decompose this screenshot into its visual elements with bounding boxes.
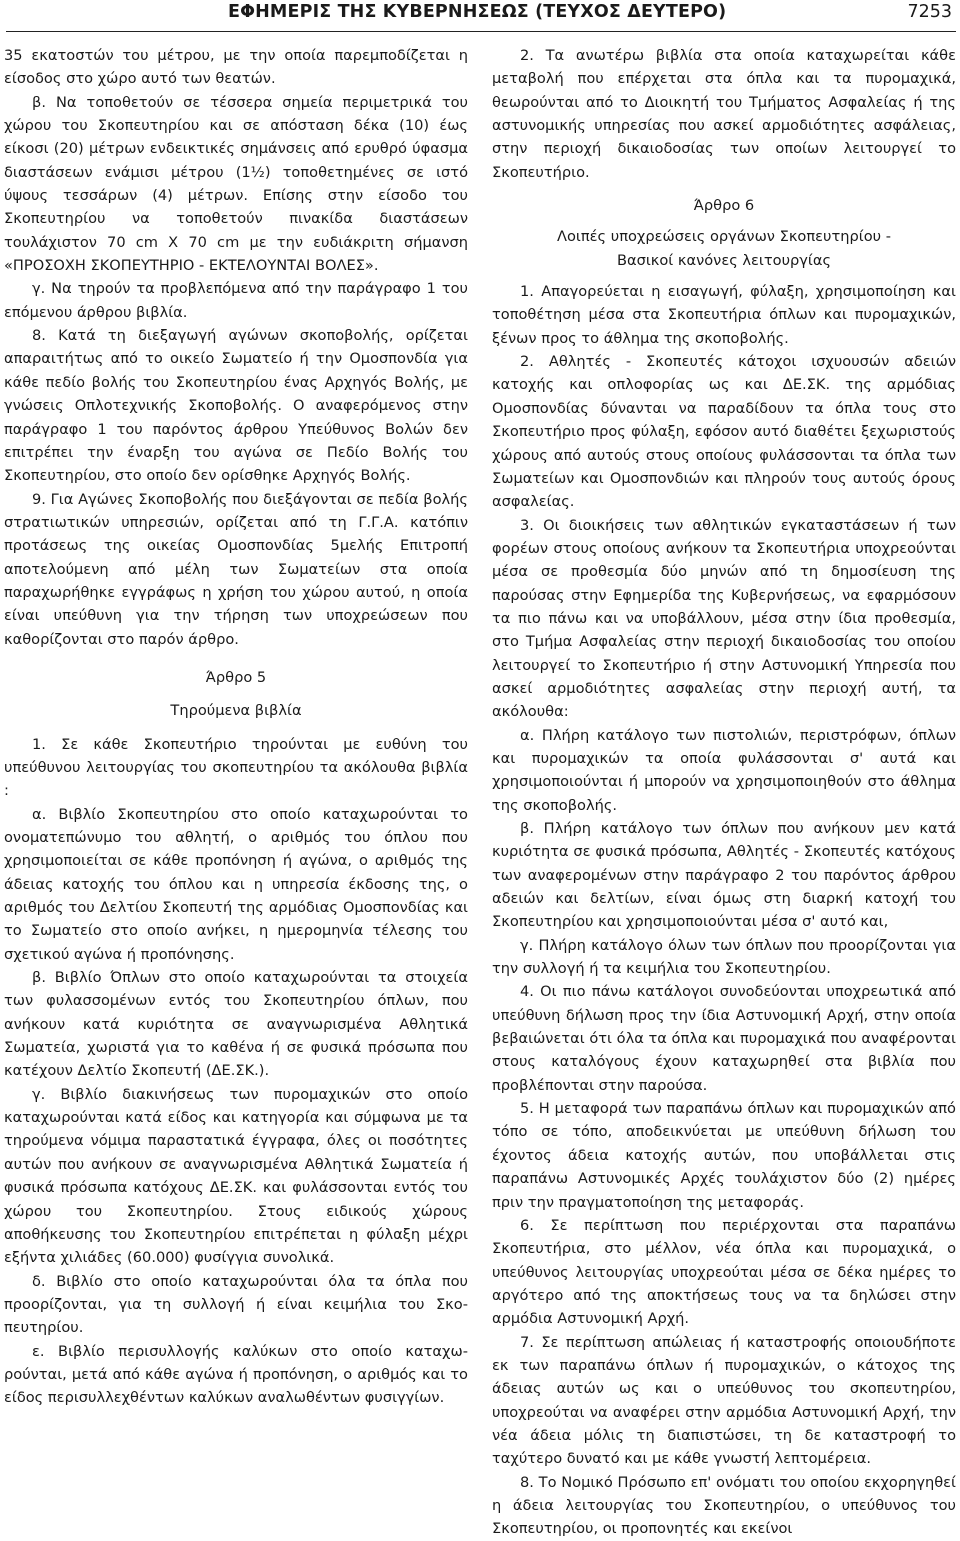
article-title-line: Λοιπές υποχρεώσεις οργάνων Σκοπευτηρίου - [557, 228, 891, 246]
page-header [0, 0, 960, 30]
paragraph: γ. Πλήρη κατάλογο όλων των όπλων που προορίζονται για την συλλογή ή τα κειμήλια του Σκοπευτηρίου. [492, 936, 956, 978]
article-title-line: Βασικοί κανόνες λειτουργίας [616, 251, 832, 269]
paragraph: 2. Τα ανωτέρω βιβλία στα οποία καταχωρείται κάθε μεταβολή που επέρχεται στα όπλα και τα πυρομαχικά, θεωρούνται από το Διοικητή του Τμήματος Ασφαλείας ή της αστυνομικής υπηρεσίας που ασκεί αρμοδιότητες ασφάλειας, στην περιοχή δικαιοδοσίας των οποίων λειτουργεί το Σκοπευτήριο. [492, 47, 956, 181]
paragraph: ε. Βιβλίο περισυλλογής καλύκων στο οποίο καταχωρούνται, μετά από κάθε αγώνα ή προπόνηση, ο αριθμός και το είδος περισυλλεχθέντων καλύκων αναλωθέντων φυσιγγίων. [4, 1342, 468, 1407]
paragraph: 1. Σε κάθε Σκοπευτήριο τηρούνται με ευθύνη του υπεύθυνου λειτουργίας του σκοπευτηρίου τα ακόλουθα βιβλία : [4, 735, 468, 800]
article-heading: Άρθρο 5 [205, 668, 267, 686]
paragraph: 3. Οι διοικήσεις των αθλητικών εγκαταστάσεων ή των φορέων στους οποίους ανήκουν τα Σκοπευτήρια υποχρεούνται μέσα σε προθεσμία δύο μηνών από τη δημοσίευση της παρούσας στην Εφημερίδα της Κυβερνήσεως, να εφαρμόσουν τα πιο πάνω και να υποβάλλουν, μέσα στην ίδια προθεσμία, στο Τμήμα Ασφαλείας στην περιοχή δικαιοδοσίας του οποίου λειτουργεί το Σκοπευτήριο ή στην Αστυνομική Υπηρεσία που ασκεί αρμοδιότητες ασφαλείας στην περιοχή αυτή, τα ακόλουθα: [492, 516, 956, 721]
paragraph: β. Βιβλίο Όπλων στο οποίο καταχωρούνται τα στοιχεία των φυλασσομένων εντός του Σκοπευτηρίου όπλων, που ανήκουν κατά κυριότητα σε αναγνωρισμένα Αθλητικά Σωματεία, χωριστά για το καθένα ή σε φυσικά πρόσωπα που κατέχουν Δελτίο Σκοπευτή (ΔΕ.ΣΚ.). [4, 969, 468, 1080]
paragraph: α. Πλήρη κατάλογο των πιστολιών, περιστρόφων, όπλων και πυρομαχικών τα οποία φυλάσσονται σ' αυτά και χρησιμοποιούνται ή μπορούν να χρησιμοποιηθούν στο άθλημα της σκοποβολής. [492, 726, 956, 814]
paragraph: 5. Η μεταφορά των παραπάνω όπλων και πυρομαχικών από τόπο σε τόπο, αποδεικνύεται με υπεύθυνη δήλωση του έχοντος άδεια κατοχής αυτών, που υποβάλλεται στις παραπάνω Αστυνομικές Αρχές τουλάχιστον δύο (2) ημέρες πριν την πραγματοποίηση της μεταφοράς. [492, 1100, 956, 1211]
paragraph: 6. Σε περίπτωση που περιέρχονται στα παραπάνω Σκοπευτήρια, στο μέλλον, νέα όπλα και πυρομαχικά, ο υπεύθυνος λειτουργίας υποχρεούται μέσα σε δέκα ημέρες το αργότερο από της αποκτήσεως τους να τα δηλώσει στην αρμόδια Αστυνομική Αρχή. [492, 1216, 956, 1328]
paragraph: γ. Βιβλίο διακινήσεως των πυρομαχικών στο οποίο καταχωρούνται κατά είδος και κατηγορία και σύμφωνα με τα τηρούμενα νόμιμα παραστατικά έγγραφα, όλες οι ποσότητες αυτών που ανήκουν σε αναγνωρισμένα Αθλητικά Σωματεία ή φυσικά πρόσωπα κατόχους ΔΕ.ΣΚ. και φυλάσσονται εντός του χώρου του Σκοπευτηρίου. Στους ειδικούς χώρους αποθήκευσης του Σκοπευτηρίου επιτρέπεται η φύλαξη μέχρι εξήντα χιλιάδες (60.000) φυσίγγια συνολικά. [4, 1085, 468, 1267]
paragraph: 8. Το Νομικό Πρόσωπο επ' ονόματι του οποίου εκχορηγηθεί η άδεια λειτουργίας του Σκοπευτηρίου, ο υπεύθυνος του Σκοπευτηρίου, οι προπονητές και εκείνοι [492, 1473, 956, 1538]
paragraph: β. Να τοποθετούν σε τέσσερα σημεία περιμετρικά του χώρου του Σκοπευτηρίου και σε απόσταση δέκα (10) έως είκοσι (20) μέτρων ενδεικτικές σημάνσεις από ερυθρό ύφασμα διαστάσεων ενάμισι μέτρου (1½) τοποθετημένες σε ιστό ύψους τεσσάρων (4) μέτρων. Επίσης στην είσοδο του Σκοπευτηρίου να τοποθετούν πινακίδα διαστάσεων τουλάχιστον 70 cm X 70 cm με την ευδιάκριτη σήμανση «ΠΡΟΣΟΧΗ ΣΚΟΠΕΥΤΗΡΙΟ - ΕΚΤΕΛΟΥΝΤΑΙ ΒΟΛΕΣ». [4, 93, 468, 275]
right-column [492, 44, 956, 1541]
gazette-title: ΕΦΗΜΕΡΙΣ ΤΗΣ ΚΥΒΕΡΝΗΣΕΩΣ (ΤΕΥΧΟΣ ΔΕΥΤΕΡΟ) [228, 2, 727, 22]
paragraph: 9. Για Αγώνες Σκοποβολής που διεξάγονται σε πεδία βολής στρατιωτικών υπηρεσιών, ορίζεται από τη Γ.Γ.Α. κατόπιν προτάσεως της οικείας Ομοσπονδίας 5μελής Επιτροπή αποτελούμενη από μέλη των Σωματείων στα οποία παραχωρήθηκε εγγράφως η χρήση του χώρου αυτού, η οποία είναι υπεύθυνη για την τήρηση των υποχρεώσεων που καθορίζονται στο παρόν άρθρο. [4, 490, 468, 648]
paragraph: γ. Να τηρούν τα προβλεπόμενα από την παράγραφο 1 του επόμενου άρθρου βιβλία. [4, 280, 468, 321]
paragraph: 1. Απαγορεύεται η εισαγωγή, φύλαξη, χρησιμοποίηση και τοποθέτηση μέσα στα Σκοπευτήρια όπλων και πυρομαχικών, ξένων προς το άθλημα της σκοποβολής. [492, 283, 956, 347]
page-number: 7253 [907, 2, 952, 22]
paragraph: 8. Κατά τη διεξαγωγή αγώνων σκοποβολής, ορίζεται απαραιτήτως από το οικείο Σωματείο ή την Ομοσπονδία για κάθε πεδίο βολής του Σκοπευτηρίου ένας Αρχηγός Βολής, με γνώσεις Οπλοτεχνικής Σκοποβολής. Ο αναφερόμενος στην παράγραφο 1 του παρόντος άρθρου Υπεύθυνος Βολών δεν επιτρέπει την έναρξη του αγώνα σε Πεδίο Βολής του Σκοπευτηρίου, στο οποίο δεν ορίσθηκε Αρχηγός Βολής. [4, 327, 468, 485]
article-heading: Άρθρο 6 [693, 197, 755, 215]
paragraph: 35 εκατοστών του μέτρου, με την οποία παρεμποδίζεται η είσοδος στο χώρο αυτό των θεατών. [4, 47, 468, 88]
paragraph: δ. Βιβλίο στο οποίο καταχωρούνται όλα τα όπλα που προορίζονται, για τη συλλογή ή είναι κειμήλια του Σκοπευτηρίου. [4, 1272, 468, 1337]
paragraph: β. Πλήρη κατάλογο των όπλων που ανήκουν μεν κατά κυριότητα σε φυσικά πρόσωπα, Αθλητές - Σκοπευτές κατόχους των αναφερομένων στην παράγραφο 2 του παρόντος άρθρου αδειών και δελτίων, είναι όμως στη διαρκή κατοχή του Σκοπευτηρίου και χρησιμοποιούνται μέσα σ' αυτό και, [492, 820, 956, 931]
paragraph: α. Βιβλίο Σκοπευτηρίου στο οποίο καταχωρούνται το ονοματεπώνυμο του αθλητή, ο αριθμός του όπλου που χρησιμοποιείται σε κάθε προπόνηση ή αγώνα, ο αριθμός της άδειας κατοχής του όπλου και η υπηρεσία έκδοσης της, ο αριθμός του Δελτίου Σκοπευτή της αρμόδιας Ομοσπονδίας και το Σωματείο στο οποίο ανήκει, η ημερομηνία τέλεσης του σχετικού αγώνα ή προπόνησης. [4, 805, 468, 963]
paragraph: 2. Αθλητές - Σκοπευτές κάτοχοι ισχυουσών αδειών κατοχής και οπλοφορίας ως και ΔΕ.ΣΚ. της αρμόδιας Ομοσπονδίας δύνανται να παραδίδουν τα όπλα τους στο Σκοπευτήριο προς φύλαξη, εφόσον αυτό διαθέτει ξεχωριστούς χώρους από αυτούς στους οποίους φυλάσσονται τα όπλα των Σωματείων και Ομοσπονδιών και πληρούν τους αυτούς όρους ασφαλείας. [492, 353, 956, 511]
header-divider [6, 31, 956, 32]
article-title: Τηρούμενα βιβλία [170, 702, 302, 720]
paragraph: 4. Οι πιο πάνω κατάλογοι συνοδεύονται υποχρεωτικά από υπεύθυνη δήλωση προς την ίδια Αστυνομική Αρχή, στην οποία βεβαιώνεται ότι όλα τα όπλα και πυρομαχικά που αναφέρονται στους καταλόγους έχουν καταχωρηθεί στα βιβλία που προβλέπονται στην παρούσα. [492, 983, 956, 1094]
left-column [4, 44, 468, 1410]
paragraph: 7. Σε περίπτωση απώλειας ή καταστροφής οποιουδήποτε εκ των παραπάνω όπλων ή πυρομαχικών, ο κάτοχος της άδειας αυτών ως και ο υπεύθυνος του σκοπευτηρίου, υποχρεούται να αναφέρει στην αρμόδια Αστυνομική Αρχή, την νέα άδεια μόλις τη διαπιστώσει, τη δε καταστροφή το ταχύτερο δυνατό και με κάθε γνωστή λεπτομέρεια. [492, 1333, 956, 1468]
